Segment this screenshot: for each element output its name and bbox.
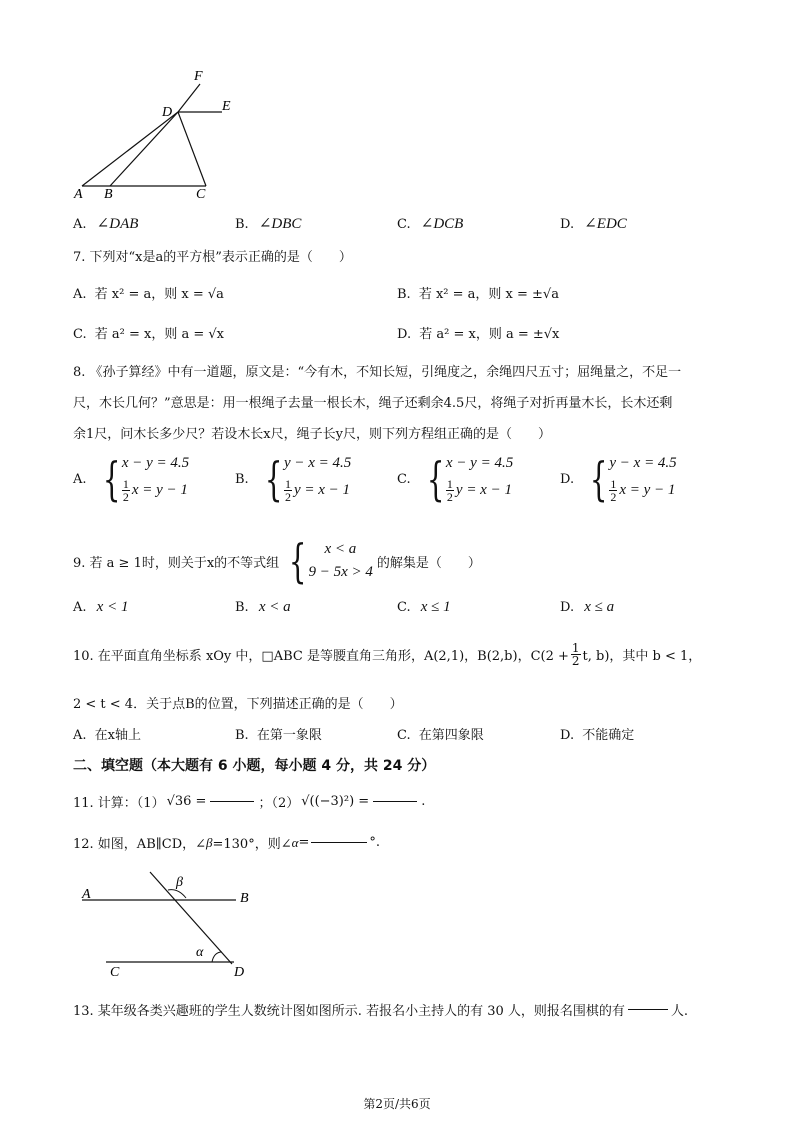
figure-triangle-diagram <box>70 64 250 204</box>
label-E: E <box>222 99 231 114</box>
q10-options <box>73 724 753 746</box>
q8-option-a[interactable]: A. { x − y = 4.5 $\frac{1}{2}$ x = y − 1 <box>73 452 190 506</box>
q7-option-a[interactable]: A. 若 x² = a，则 x = √a <box>73 287 224 302</box>
q10-line1: 10. 在平面直角坐标系 xOy 中， □ABC 是等腰直角三角形，A(2,1)，B(2,b)，C(2 + $\frac{1}{2}$ t, b)，其中 b < 1， <box>73 641 702 668</box>
q6-option-d[interactable]: D. ∠EDC <box>560 216 627 232</box>
q11: 11. 计算：（1） √36 = ；（2） √((−3)²) = . <box>73 794 426 811</box>
q7-option-b[interactable]: B. 若 x² = a，则 x = ±√a <box>397 287 559 302</box>
label-B: B <box>240 891 249 906</box>
q10-line2: 2 < t < 4．关于点B的位置，下列描述正确的是（ ） <box>73 697 403 712</box>
label-beta: β <box>176 875 183 890</box>
q12-blank[interactable] <box>311 842 367 843</box>
section-title-fill-in: 二、填空题（本大题有 6 小题，每小题 4 分，共 24 分） <box>73 758 436 774</box>
q10-option-d[interactable]: D. 不能确定 <box>560 728 635 743</box>
q9-option-c[interactable]: C. x ≤ 1 <box>397 599 451 615</box>
q8-option-d[interactable]: D. { y − x = 4.5 $\frac{1}{2}$ x = y − 1 <box>560 452 677 506</box>
q8-line3: 余1尺，问木长多少尺？若设木长x尺，绳子长y尺，则下列方程组正确的是（ ） <box>73 427 551 442</box>
label-A: A <box>82 887 91 902</box>
q6-options <box>73 214 753 236</box>
q7-option-c[interactable]: C. 若 a² = x，则 a = √x <box>73 327 225 342</box>
label-C: C <box>110 965 120 980</box>
label-D: D <box>162 105 173 120</box>
q9-option-b[interactable]: B. x < a <box>235 599 291 615</box>
q8-option-c[interactable]: C. { x − y = 4.5 $\frac{1}{2}$ y = x − 1 <box>397 452 514 506</box>
q9-option-d[interactable]: D. x ≤ a <box>560 599 615 615</box>
q13-stem: 13. 某年级各类兴趣班的学生人数统计图如图所示. 若报名小主持人的有 30 人，则报名围棋的有 人. <box>73 1004 689 1019</box>
q8-options <box>73 452 753 521</box>
page-footer: 第2页/共6页 <box>363 1097 431 1111</box>
label-C: C <box>196 187 206 202</box>
q7-options-row1 <box>73 283 753 307</box>
q8-line1: 8. 《孙子算经》中有一道题，原文是：“今有木，不知长短，引绳度之，余绳四尺五寸；屈绳量之，不足一 <box>73 365 682 380</box>
q13-blank[interactable] <box>628 1009 668 1010</box>
q8-option-b[interactable]: B. { y − x = 4.5 $\frac{1}{2}$ y = x − 1 <box>235 452 352 506</box>
label-A: A <box>74 187 83 202</box>
q7-options-row2 <box>73 323 753 347</box>
label-alpha: α <box>196 945 204 960</box>
q7-stem: 7. 下列对“x是a的平方根”表示正确的是（ ） <box>73 250 352 265</box>
q10-option-b[interactable]: B. 在第一象限 <box>235 728 322 743</box>
q11-blank-1[interactable] <box>210 801 254 802</box>
figure-parallel-lines <box>76 864 276 980</box>
label-F: F <box>194 69 203 84</box>
q10-option-a[interactable]: A. 在x轴上 <box>73 728 142 743</box>
q6-option-b[interactable]: B. ∠DBC <box>235 216 302 232</box>
q12-stem: 12. 如图，AB∥CD，∠ β =130°，则∠ α = °. <box>73 834 380 852</box>
q11-blank-2[interactable] <box>373 801 417 802</box>
q6-option-c[interactable]: C. ∠DCB <box>397 216 464 232</box>
q8-line2: 尺，木长几何？”意思是：用一根绳子去量一根长木，绳子还剩余4.5尺，将绳子对折再量木长，长木还剩 <box>73 396 673 411</box>
q9-stem: 9. 若 a ≥ 1时，则关于x的不等式组 { x < a 9 − 5x > 4 的解集是（ ） <box>73 534 481 588</box>
q10-option-c[interactable]: C. 在第四象限 <box>397 728 484 743</box>
q7-option-d[interactable]: D. 若 a² = x，则 a = ±√x <box>397 327 560 342</box>
q9-options <box>73 599 753 621</box>
label-B: B <box>104 187 113 202</box>
label-D: D <box>234 965 245 980</box>
q6-option-a[interactable]: A. ∠DAB <box>73 216 139 232</box>
q9-option-a[interactable]: A. x < 1 <box>73 599 129 615</box>
